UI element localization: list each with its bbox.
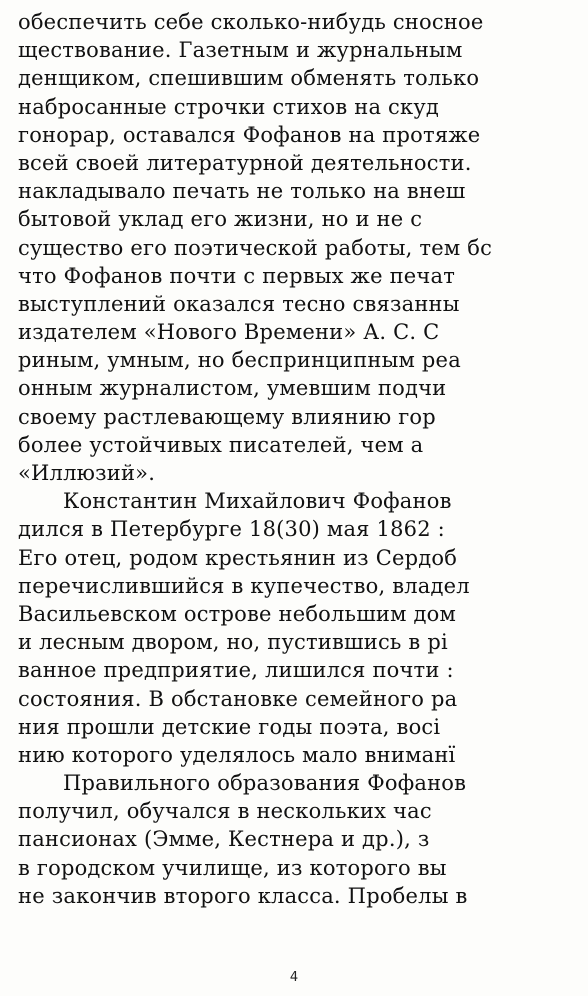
text-line: получил, обучался в нескольких час	[18, 799, 432, 824]
text-line: состояния. В обстановке семейного ра	[18, 686, 458, 711]
text-line: что Фофанов почти с первых же печат	[18, 263, 456, 288]
text-line: более устойчивых писателей, чем а	[18, 432, 424, 457]
text-line: в городском училище, из которого вы	[18, 855, 447, 880]
text-line: перечислившийся в купечество, владел	[18, 573, 470, 598]
text-line: Васильевском острове небольшим дом	[18, 601, 457, 626]
page-number: 4	[289, 970, 299, 985]
text-line: не закончив второго класса. Пробелы в	[18, 883, 468, 908]
text-line: и лесным двором, но, пустившись в рі	[18, 630, 448, 655]
text-line: онным журналистом, умевшим подчи	[18, 376, 447, 401]
text-line: издателем «Нового Времени» А. С. С	[18, 320, 440, 345]
text-line: ванное предприятие, лишился почти :	[18, 658, 454, 683]
text-line: бытовой уклад его жизни, но и не с	[18, 207, 423, 232]
text-line: «Иллюзий».	[18, 461, 156, 485]
text-line: обеспечить себе сколько-нибудь сносное	[18, 10, 484, 34]
text-line: риным, умным, но беспринципным реа	[18, 348, 461, 373]
text-line: накладывало печать не только на внеш	[18, 179, 466, 204]
text-line: всей своей литературной деятельности.	[18, 150, 472, 175]
text-line: Правильного образования Фофанов	[63, 771, 467, 796]
text-line: своему растлевающему влиянию гор	[18, 404, 436, 429]
text-line: Константин Михайлович Фофанов	[63, 489, 452, 514]
text-line: гонорар, оставался Фофанов на протяже	[18, 122, 481, 147]
text-line: выступлений оказался тесно связанны	[18, 291, 460, 316]
text-line: пансионах (Эмме, Кестнера и др.), з	[18, 827, 430, 852]
text-line: ществование. Газетным и журнальным	[18, 38, 463, 63]
text-line: денщиком, спешившим обменять только	[18, 66, 480, 91]
text-line: существо его поэтической работы, тем бс	[18, 235, 493, 260]
text-line: набросанные строчки стихов на скуд	[18, 94, 440, 119]
text-line: ния прошли детские годы поэта, восі	[18, 714, 441, 739]
text-line: дился в Петербурге 18(30) мая 1862 :	[18, 517, 445, 542]
body-text	[18, 8, 588, 910]
text-line: нию которого уделялось мало вниманї	[18, 742, 456, 767]
text-line: Его отец, родом крестьянин из Сердоб	[18, 545, 458, 570]
